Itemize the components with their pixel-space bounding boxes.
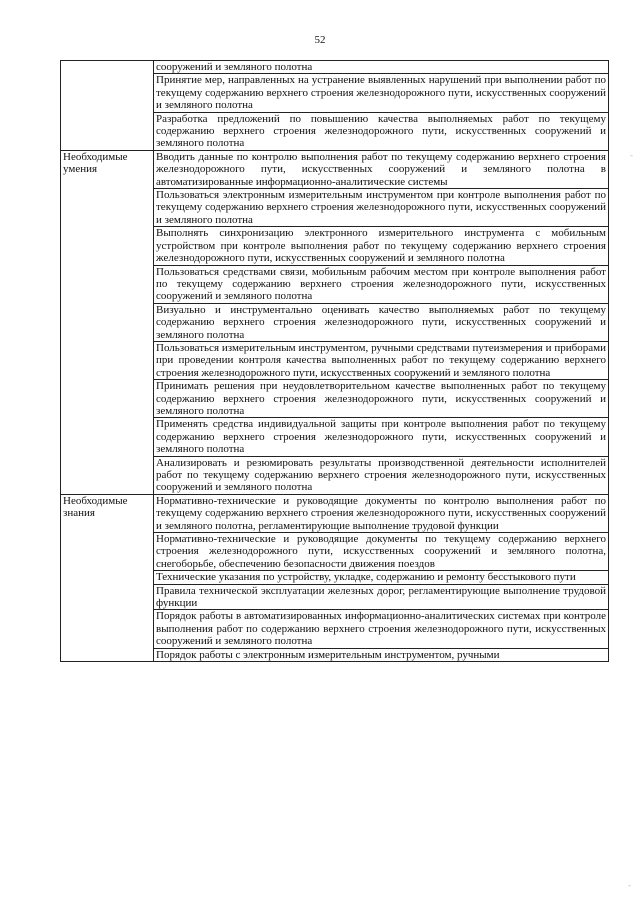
- scan-mark-bottom: -: [628, 880, 631, 890]
- table-cell: Технические указания по устройству, укладке, содержанию и ремонту бесстыкового пути: [154, 571, 609, 584]
- category-label-knowledge: Необходимые знания: [61, 494, 154, 661]
- table-cell: Порядок работы с электронным измерительным инструментом, ручными: [154, 648, 609, 661]
- table-cell: Нормативно-технические и руководящие документы по текущему содержанию верхнего строения железнодорожного пути, искусственных сооружений и земляного полотна, снегоборьбе, обеспечению безопасности движения поездов: [154, 533, 609, 571]
- category-cell-continued: [61, 61, 154, 151]
- scan-mark-left: -: [630, 150, 633, 160]
- category-label-skills: Необходимые умения: [61, 150, 154, 494]
- table-row: [61, 61, 609, 74]
- table-row: [61, 150, 609, 188]
- table-cell: Применять средства индивидуальной защиты при контроле выполнения работ по текущему содержанию верхнего строения железнодорожного пути, искусственных сооружений и земляного полотна: [154, 418, 609, 456]
- table-cell: Визуально и инструментально оценивать качество выполняемых работ по текущему содержанию верхнего строения железнодорожного пути, искусственных сооружений и земляного полотна: [154, 303, 609, 341]
- table-cell: Пользоваться электронным измерительным инструментом при контроле выполнения работ по текущему содержанию верхнего строения железнодорожного пути, искусственных сооружений и земляного полотна: [154, 189, 609, 227]
- competency-table: [60, 60, 609, 662]
- table-cell: Вводить данные по контролю выполнения работ по текущему содержанию верхнего строения железнодорожного пути, искусственных сооружений и земляного полотна в автоматизированные информационно-аналитические системы: [154, 150, 609, 188]
- table-cell: Разработка предложений по повышению качества выполняемых работ по текущему содержанию верхнего строения железнодорожного пути, искусственных сооружений и земляного полотна: [154, 112, 609, 150]
- table-cell: Анализировать и резюмировать результаты производственной деятельности исполнителей работ по текущему содержанию верхнего строения железнодорожного пути, искусственных сооружений и земляного полотна: [154, 456, 609, 494]
- table-row: [61, 494, 609, 532]
- table-cell: Правила технической эксплуатации железных дорог, регламентирующие выполнение трудовой функции: [154, 584, 609, 610]
- table-cell: Принимать решения при неудовлетворительном качестве выполненных работ по текущему содержанию верхнего строения железнодорожного пути, искусственных сооружений и земляного полотна: [154, 380, 609, 418]
- table-cell: Выполнять синхронизацию электронного измерительного инструмента с мобильным устройством при контроле выполнения работ по текущему содержанию верхнего строения железнодорожного пути, искусственных сооружений и земляного полотна: [154, 227, 609, 265]
- page-number: 52: [314, 34, 326, 46]
- table-cell: Пользоваться измерительным инструментом, ручными средствами путеизмерения и приборами при проведении контроля качества выполненных работ по текущему содержанию верхнего строения железнодорожного пути, искусственных сооружений и земляного полотна: [154, 341, 609, 379]
- table-cell: Порядок работы в автоматизированных информационно-аналитических системах при контроле выполнения работ по содержанию верхнего строения железнодорожного пути, искусственных сооружений и земляного полотна: [154, 610, 609, 648]
- table-cell: Пользоваться средствами связи, мобильным рабочим местом при контроле выполнения работ по текущему содержанию верхнего строения железнодорожного пути, искусственных сооружений и земляного полотна: [154, 265, 609, 303]
- table-cell: сооружений и земляного полотна: [154, 61, 609, 74]
- table-cell: Нормативно-технические и руководящие документы по контролю выполнения работ по текущему содержанию верхнего строения железнодорожного пути, искусственных сооружений и земляного полотна, регламентирующие выполнение трудовой функции: [154, 494, 609, 532]
- table-cell: Принятие мер, направленных на устранение выявленных нарушений при выполнении работ по текущему содержанию верхнего строения железнодорожного пути, искусственных сооружений и земляного полотна: [154, 74, 609, 112]
